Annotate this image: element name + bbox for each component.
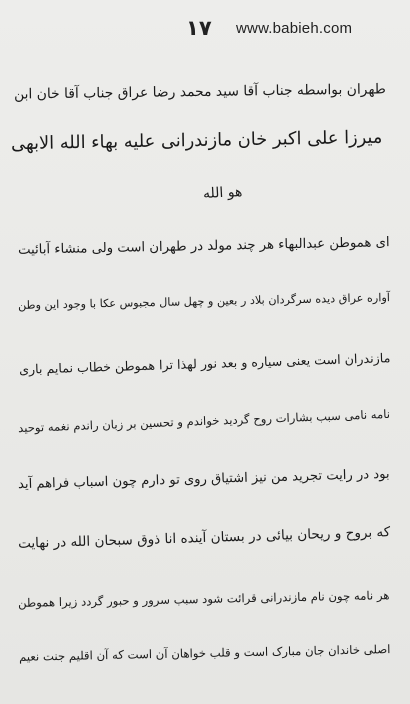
body-line: آواره عراق دیده سرگردان بلاد ر بعین و چهل سال مجبوس عکا با وجود این وطن xyxy=(17,291,391,312)
body-line: ای هموطن عبدالبهاء هر چند مولد در طهران است ولی منشاء آبائیت xyxy=(18,235,391,258)
body-line: بود در رایت تجرید من نیز اشتیاق روی تو دارم چون اسباب فراهم آید xyxy=(18,466,391,493)
address-line-2: میرزا علی اکبر خان مازندرانی علیه بهاء الله الابهی xyxy=(10,126,383,155)
address-line-1: طهران بواسطه جناب آقا سید محمد رضا عراق جناب آقا خان ابن xyxy=(14,81,387,103)
page-number: ١٧ xyxy=(186,16,212,40)
website-url: www.babieh.com xyxy=(236,20,353,37)
page-header xyxy=(0,16,410,46)
body-line: هر نامه چون نام مازندرانی قرائت شود سبب سرور و حبور گردد زیرا هموطن xyxy=(18,588,391,610)
body-line: نامه نامی سبب بشارات روح گردید خواندم و تحسین بر زبان راندم نغمه توحید xyxy=(17,406,391,436)
invocation: هو الله xyxy=(202,183,243,203)
body-line: مازندران است یعنی سیاره و بعد نور لهذا ترا هموطن خطاب نمایم باری xyxy=(18,350,391,377)
body-line: اصلی خاندان جان مبارک است و قلب خواهان آن است که آن اقلیم جنت نعیم xyxy=(18,642,391,664)
body-line: که بروح و ریحان بیائی در بستان آینده انا ذوق سبحان الله در نهایت xyxy=(17,524,391,552)
